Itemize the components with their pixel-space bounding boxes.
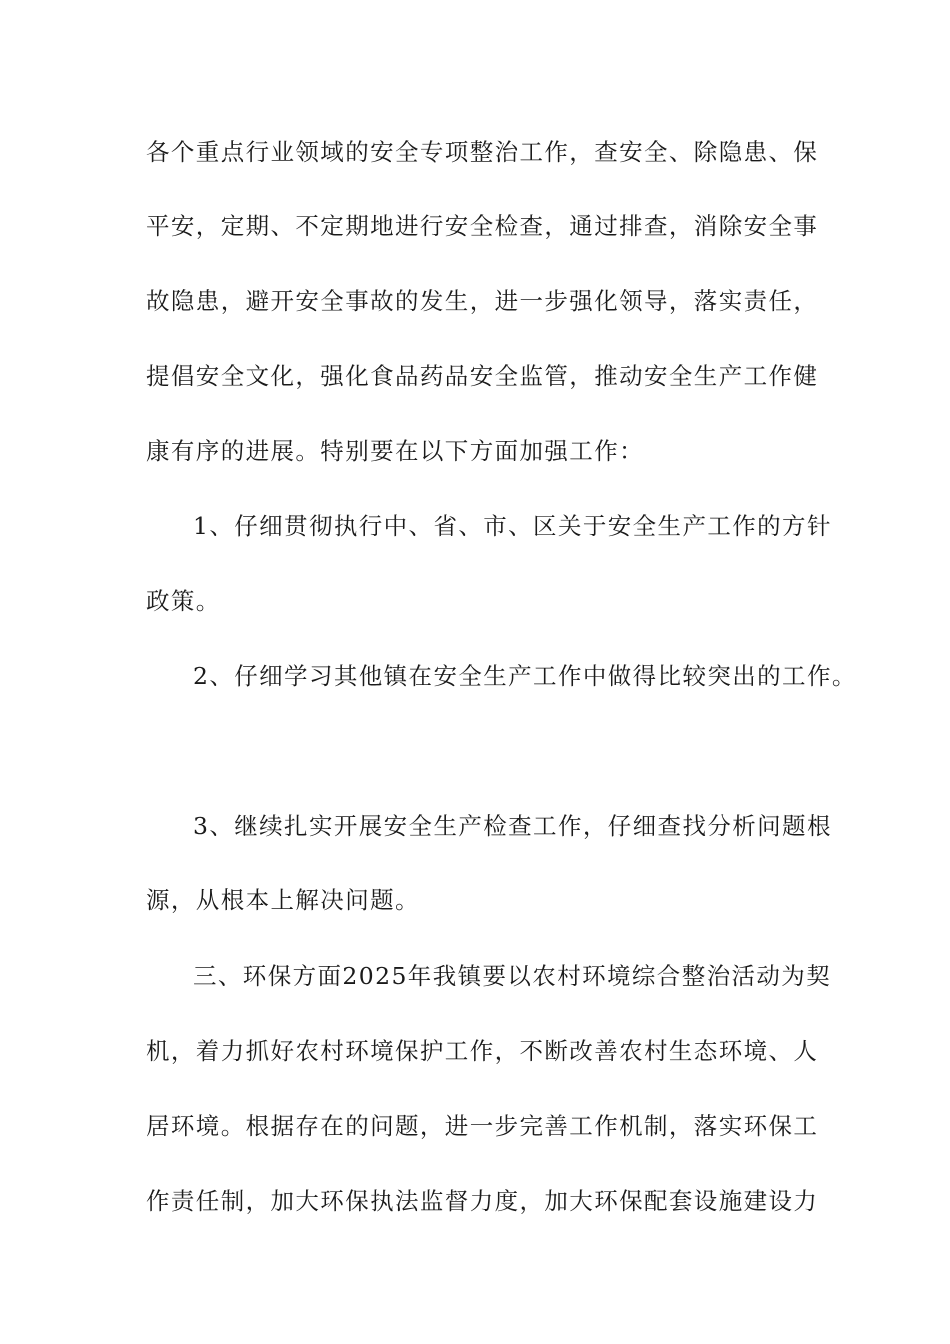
list-item-1-line: 1、仔细贯彻执行中、省、市、区关于安全生产工作的方针 xyxy=(193,512,832,540)
paragraph-line: 平安，定期、不定期地进行安全检查，通过排查，消除安全事 xyxy=(146,212,819,240)
paragraph-line: 康有序的进展。特别要在以下方面加强工作： xyxy=(146,437,644,465)
paragraph-line: 居环境。根据存在的问题，进一步完善工作机制，落实环保工 xyxy=(146,1112,819,1140)
paragraph-line: 作责任制，加大环保执法监督力度，加大环保配套设施建设力 xyxy=(146,1187,819,1215)
paragraph-line: 提倡安全文化，强化食品药品安全监管，推动安全生产工作健 xyxy=(146,362,819,390)
list-item-1-line: 政策。 xyxy=(146,587,221,615)
paragraph-line: 机，着力抓好农村环境保护工作，不断改善农村生态环境、人 xyxy=(146,1037,819,1065)
list-item-2-line: 2、仔细学习其他镇在安全生产工作中做得比较突出的工作。 xyxy=(193,662,857,690)
list-item-3-line: 3、继续扎实开展安全生产检查工作，仔细查找分析问题根 xyxy=(193,812,832,840)
list-item-3-line: 源，从根本上解决问题。 xyxy=(146,886,420,914)
paragraph-line: 故隐患，避开安全事故的发生，进一步强化领导，落实责任， xyxy=(146,287,819,315)
section-heading-line: 三、环保方面2025年我镇要以农村环境综合整治活动为契 xyxy=(193,962,832,990)
paragraph-line: 各个重点行业领域的安全专项整治工作，查安全、除隐患、保 xyxy=(146,138,819,166)
